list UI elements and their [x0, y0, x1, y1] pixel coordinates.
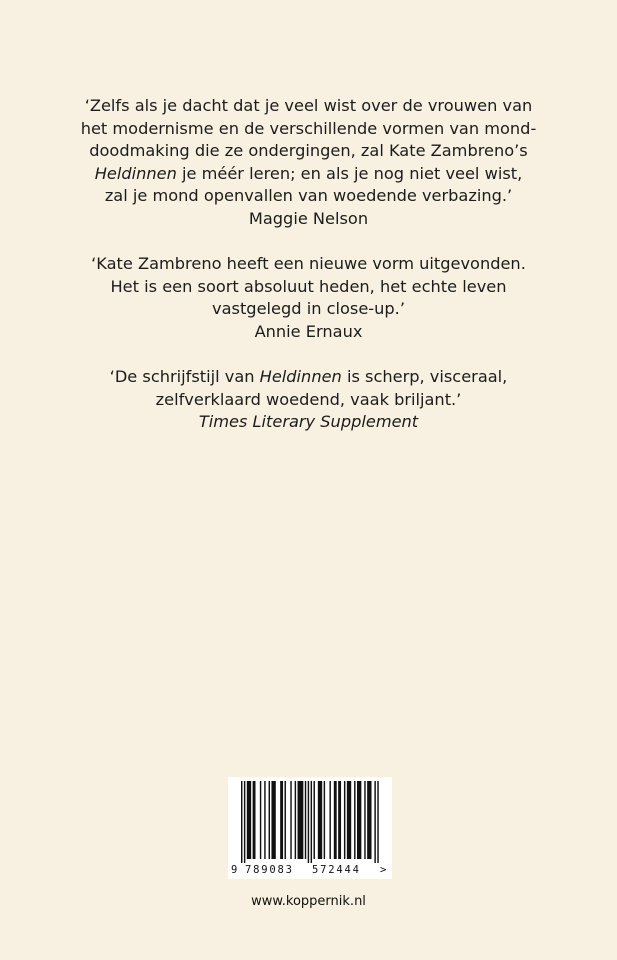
barcode-bar: [344, 781, 345, 859]
barcode-right-group: 572444: [312, 864, 361, 876]
barcode-digits: [228, 863, 392, 877]
quote-line-rest: je méér leren; en als je nog niet veel wist,: [176, 163, 523, 183]
quote-tls: [0, 366, 617, 434]
quote-author: Annie Ernaux: [254, 321, 363, 341]
barcode-bar: [260, 781, 261, 859]
quote-line: ‘Kate Zambreno heeft een nieuwe vorm uitgevonden.: [91, 254, 526, 273]
barcode-guard-bar: [308, 781, 309, 863]
book-title-italic: Heldinnen: [259, 367, 342, 386]
quote-maggie-nelson: [0, 95, 617, 230]
barcode-bar: [298, 781, 304, 859]
barcode-bar: [280, 781, 283, 859]
quote-line: vastgelegd in close-up.’: [212, 299, 405, 318]
barcode-bar: [357, 781, 361, 859]
barcode-bar: [247, 781, 251, 859]
quote-line: het modernisme en de verschillende vormen van mond-: [80, 118, 537, 138]
barcode-bar: [338, 781, 341, 859]
barcode-bar: [354, 781, 355, 859]
quote-line: [0, 366, 617, 389]
barcode-bar: [253, 781, 256, 859]
quote-annie-ernaux: [0, 253, 617, 343]
barcode-guard-bar: [241, 781, 242, 863]
barcode-bar: [269, 781, 270, 859]
quote-line: doodmaking die ze ondergingen, zal Kate Zambreno’s: [89, 141, 528, 160]
quote-line: zal je mond openvallen van woedende verbazing.’: [104, 186, 513, 205]
barcode-bar: [367, 781, 371, 859]
barcode-quiet-mark: >: [380, 864, 387, 876]
barcode-bar: [347, 781, 351, 859]
quote-line: ‘Zelfs als je dacht dat je veel wist over de vrouwen van: [84, 96, 533, 115]
barcode-bar: [324, 781, 325, 859]
barcode-bar: [264, 781, 265, 859]
barcode-first-digit: 9: [231, 864, 238, 876]
barcode-bars: [228, 777, 392, 863]
barcode-guard-bar: [377, 781, 378, 863]
quote-line: zelfverklaard woedend, vaak briljant.’: [155, 389, 462, 409]
barcode-guard-bar: [311, 781, 312, 863]
barcode-bar: [295, 781, 296, 859]
book-title-italic: Heldinnen: [94, 163, 177, 183]
barcode-left-group: 789083: [245, 864, 294, 876]
barcode-bar: [314, 781, 315, 859]
quote-line: [0, 163, 617, 186]
quote-line: Het is een soort absoluut heden, het echte leven: [110, 276, 507, 296]
quote-author: Maggie Nelson: [248, 208, 369, 228]
barcode-bar: [305, 781, 306, 859]
barcode-bar: [318, 781, 322, 859]
barcode-guard-bar: [374, 781, 375, 863]
barcode-bar: [271, 781, 275, 859]
barcode-bar: [290, 781, 291, 859]
barcode-bar: [285, 781, 286, 859]
back-cover-quotes: [0, 95, 617, 457]
barcode-bar: [364, 781, 365, 859]
isbn-barcode: [228, 777, 392, 879]
barcode-bar: [329, 781, 330, 859]
barcode-bar: [334, 781, 337, 859]
quote-line-rest: is scherp, visceraal,: [341, 367, 508, 386]
quote-line-pre: ‘De schrijfstijl van: [109, 367, 260, 386]
barcode-guard-bar: [244, 781, 245, 863]
quote-author: Times Literary Supplement: [198, 412, 419, 431]
publisher-website: www.koppernik.nl: [251, 894, 366, 909]
